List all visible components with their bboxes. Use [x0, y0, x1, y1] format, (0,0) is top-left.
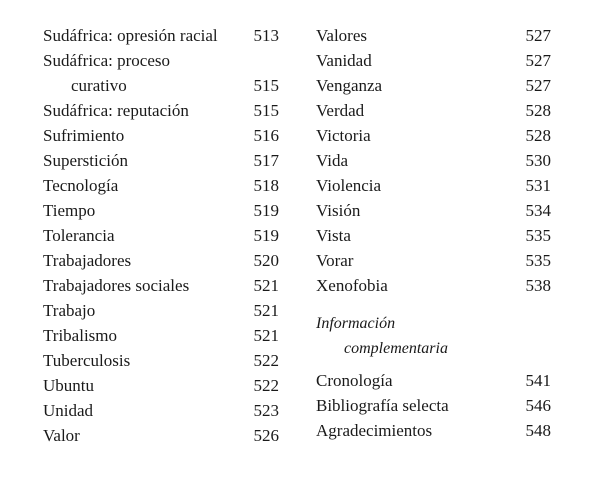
index-page-number: 521 — [253, 276, 279, 295]
index-page-number: 521 — [253, 301, 279, 320]
index-term: Victoria — [316, 126, 371, 145]
index-term: Superstición — [43, 151, 128, 170]
index-term: Xenofobia — [316, 276, 388, 295]
index-term: Sudáfrica: reputación — [43, 101, 189, 120]
index-page-number: 520 — [253, 251, 279, 270]
index-page-number: 541 — [525, 371, 551, 390]
index-entry — [43, 298, 279, 323]
index-term: Vanidad — [316, 51, 372, 70]
index-entry — [43, 423, 279, 448]
index-entry — [43, 173, 279, 198]
index-term: Sufrimiento — [43, 126, 125, 145]
index-page-number: 516 — [253, 126, 279, 145]
index-term: Cronología — [316, 371, 393, 390]
index-page-number: 528 — [525, 126, 551, 145]
index-page-number: 526 — [253, 426, 279, 445]
index-page-number: 515 — [253, 76, 279, 95]
index-term: Venganza — [316, 76, 383, 95]
index-entry — [316, 198, 551, 223]
index-term: Agradecimientos — [316, 421, 433, 440]
index-term: Unidad — [43, 401, 94, 420]
index-entry — [316, 23, 551, 48]
index-page-number: 528 — [525, 101, 551, 120]
index-entry — [43, 348, 279, 373]
index-term: Sudáfrica: proceso — [43, 51, 170, 70]
index-page-number: 517 — [253, 151, 279, 170]
index-entry — [43, 373, 279, 398]
index-page-number: 538 — [525, 276, 551, 295]
index-page-number: 527 — [525, 51, 551, 70]
index-entry — [316, 98, 551, 123]
index-term: Sudáfrica: opresión racial — [43, 26, 218, 45]
index-entry — [316, 148, 551, 173]
index-column-left — [43, 23, 279, 448]
index-entry — [316, 73, 551, 98]
section-spacer — [316, 298, 551, 311]
index-entry — [43, 198, 279, 223]
index-entry — [43, 248, 279, 273]
index-entry — [316, 393, 551, 418]
index-entry — [316, 173, 551, 198]
index-term: Ubuntu — [43, 376, 94, 395]
index-entry — [43, 148, 279, 173]
index-entry — [43, 323, 279, 348]
index-page-number: 519 — [253, 201, 279, 220]
index-entry — [316, 273, 551, 298]
index-term: curativo — [71, 76, 127, 95]
index-term: Visión — [316, 201, 361, 220]
index-page-number: 521 — [253, 326, 279, 345]
index-term: Verdad — [316, 101, 365, 120]
index-page-number: 535 — [525, 251, 551, 270]
index-page-number: 527 — [525, 26, 551, 45]
index-column-right — [316, 23, 551, 443]
index-term: Valores — [316, 26, 367, 45]
index-page-number: 522 — [253, 376, 279, 395]
index-page-number: 534 — [525, 201, 551, 220]
index-page-number: 519 — [253, 226, 279, 245]
index-entry — [43, 23, 279, 48]
index-page-number: 527 — [525, 76, 551, 95]
index-page-number: 531 — [525, 176, 551, 195]
index-entry — [43, 98, 279, 123]
index-page-number: 546 — [525, 396, 551, 415]
section-heading — [316, 311, 551, 336]
index-page-number: 515 — [253, 101, 279, 120]
index-entry — [316, 48, 551, 73]
section-heading-continuation — [316, 336, 551, 361]
index-entry — [43, 223, 279, 248]
index-term: Trabajadores sociales — [43, 276, 190, 295]
index-term: Vida — [316, 151, 349, 170]
index-entry — [43, 48, 279, 73]
index-term: Tolerancia — [43, 226, 115, 245]
section-spacer — [316, 361, 551, 368]
index-term: Tuberculosis — [43, 351, 131, 370]
index-page-number: 548 — [525, 421, 551, 440]
index-term: Tiempo — [43, 201, 96, 220]
index-entry — [43, 123, 279, 148]
index-entry — [316, 223, 551, 248]
index-term: Trabajadores — [43, 251, 132, 270]
index-entry — [43, 273, 279, 298]
index-page-number: 513 — [253, 26, 279, 45]
section-heading-line-2: complementaria — [344, 340, 448, 357]
index-term: Tribalismo — [43, 326, 118, 345]
index-term: Vista — [316, 226, 351, 245]
index-entry — [316, 123, 551, 148]
index-term: Tecnología — [43, 176, 119, 195]
index-page-number: 522 — [253, 351, 279, 370]
index-page-number: 523 — [253, 401, 279, 420]
index-page-number: 530 — [525, 151, 551, 170]
index-entry — [316, 248, 551, 273]
index-page-number: 518 — [253, 176, 279, 195]
index-term: Bibliografía selecta — [316, 396, 449, 415]
index-term: Trabajo — [43, 301, 96, 320]
index-term: Valor — [43, 426, 80, 445]
section-heading-line-1: Información — [316, 315, 396, 332]
index-page-number: 535 — [525, 226, 551, 245]
index-term: Violencia — [316, 176, 382, 195]
index-term: Vorar — [316, 251, 354, 270]
index-entry — [316, 368, 551, 393]
index-entry — [316, 418, 551, 443]
index-entry-continuation — [43, 73, 279, 98]
index-entry — [43, 398, 279, 423]
